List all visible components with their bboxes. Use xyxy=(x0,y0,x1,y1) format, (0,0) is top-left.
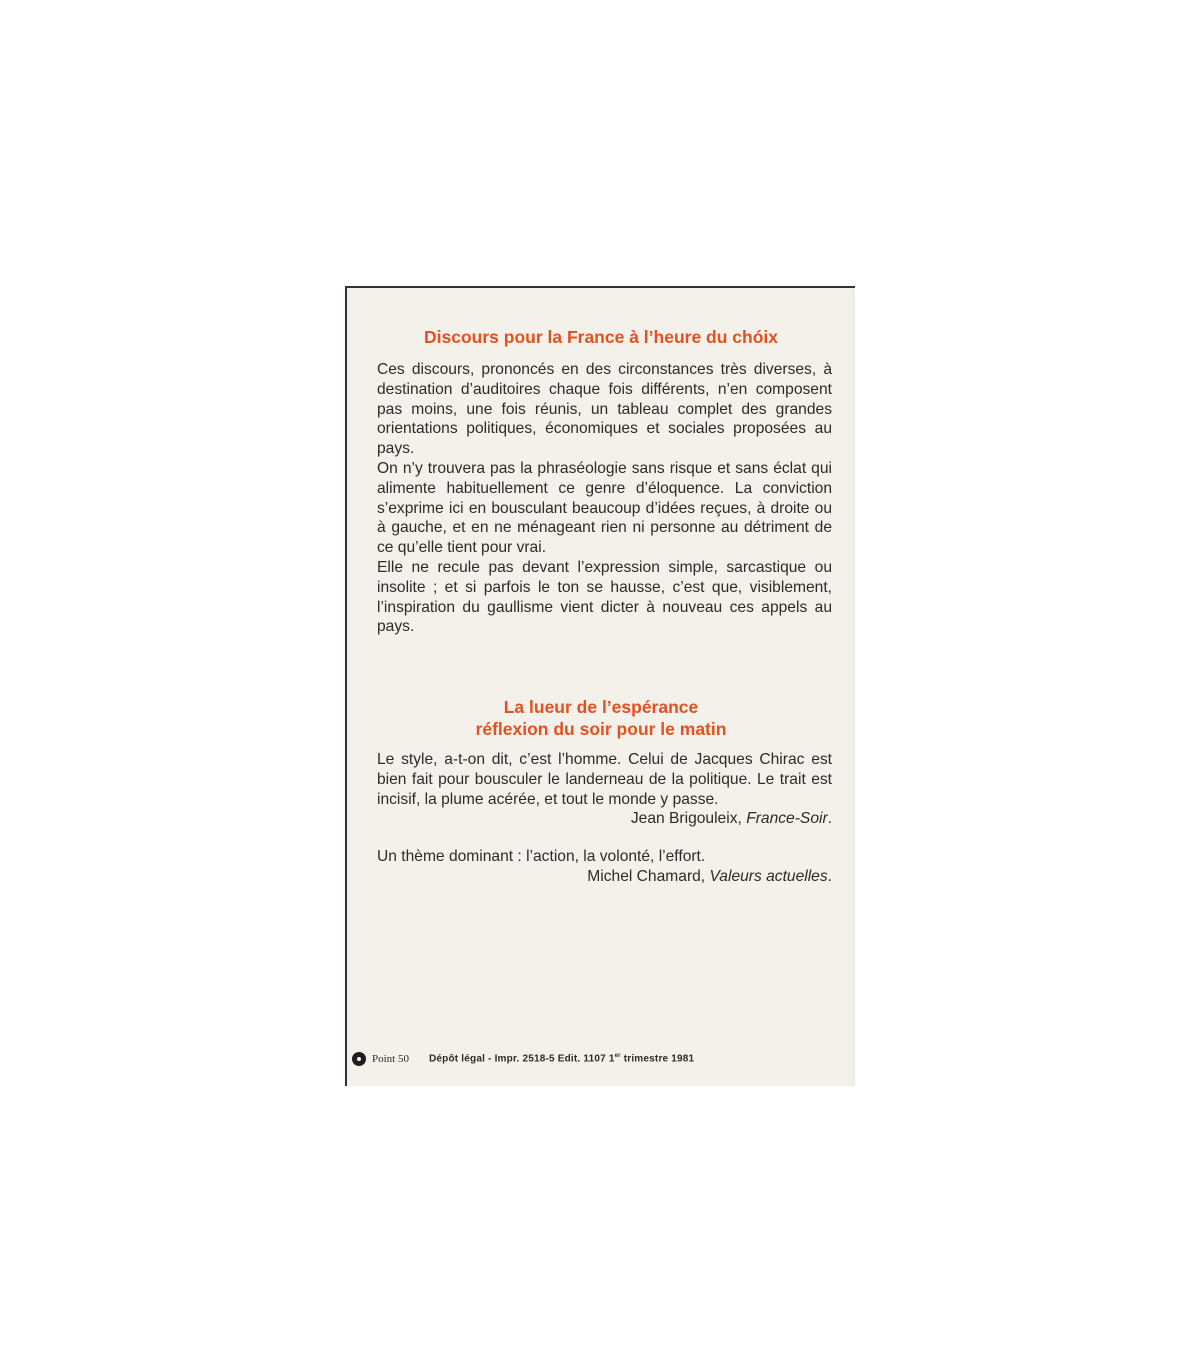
legal-deposit-sup: er xyxy=(614,1053,621,1060)
section-title-line-1: La lueur de l’espérance xyxy=(503,697,699,717)
section-title-lueur xyxy=(367,696,835,740)
back-cover xyxy=(345,286,855,1086)
section-body-lueur xyxy=(377,750,832,887)
review-source-2: Valeurs actuelles xyxy=(709,867,828,885)
legal-deposit-text: Dépôt légal - Impr. 2518-5 Edit. 1107 1 xyxy=(428,1053,615,1065)
series-name: Point 50 xyxy=(372,1053,409,1065)
section-title-line-2: réflexion du soir pour le matin xyxy=(475,719,727,739)
review-quote-1: Le style, a-t-on dit, c’est l’homme. Celui de Jacques Chirac est bien fait pour bousculer le landerneau de la politique. Le trait est incisif, la plume acérée, et tout le monde y passe. xyxy=(377,751,832,808)
review-author-2: Michel Chamard, xyxy=(587,867,706,885)
section-body-discours xyxy=(377,360,832,637)
legal-deposit xyxy=(429,1053,694,1064)
paragraph-3: Elle ne recule pas devant l’expression simple, sarcastique ou insolite ; et si parfois le ton se hausse, c’est que, visiblement, l’inspiration du gaullisme vient dicter à nouveau ces appels au pays. xyxy=(377,558,832,636)
legal-deposit-suffix: trimestre 1981 xyxy=(620,1053,695,1065)
review-attribution-2: Michel Chamard, Valeurs actuelles. xyxy=(587,867,832,885)
review-attribution-1: Jean Brigouleix, France-Soir. xyxy=(630,810,832,828)
review-author-1: Jean Brigouleix, xyxy=(630,810,742,828)
section-title-discours: Discours pour la France à l’heure du chóix xyxy=(424,327,778,347)
paragraph-1: Ces discours, prononcés en des circonstances très diverses, à destination d’auditoires chaque fois différents, n’en composent pas moins, une fois réunis, un tableau complet des grandes orientations politiques, économiques et sociales proposées au pays. xyxy=(377,361,832,458)
imprint-footer xyxy=(352,1052,694,1066)
series-logo-icon xyxy=(352,1052,366,1066)
review-quote-2: Un thème dominant : l’action, la volonté, l’effort. xyxy=(377,848,706,866)
review-source-1: France-Soir xyxy=(746,810,828,828)
paragraph-2: On n’y trouvera pas la phraséologie sans risque et sans éclat qui alimente habituellement ce genre d’éloquence. La conviction s’exprime ici en bousculant beaucoup d’idées reçues, à droite ou à gauche, et en ne ménageant rien ni personne au détriment de ce qu’elle tient pour vrai. xyxy=(377,459,832,557)
